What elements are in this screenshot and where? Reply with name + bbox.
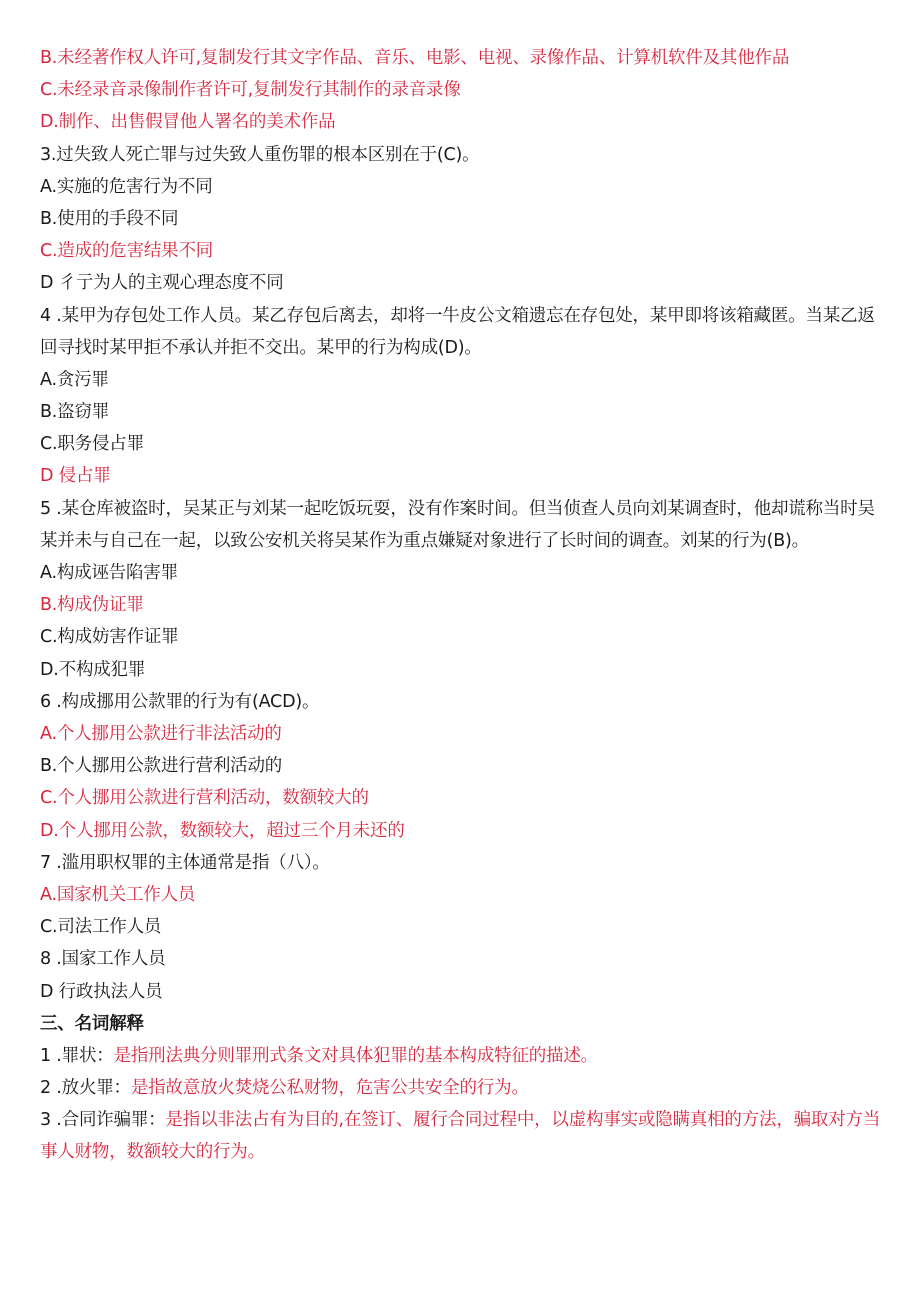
q3-option-c-answer: C.造成的危害结果不同 [40,241,214,262]
q3-option-a: A.实施的危害行为不同 [40,176,213,197]
q3-option-d: D 彳亍为人的主观心理态度不同 [40,273,284,294]
definition-3-text: 是指以非法占有为目的,在签订、履行合同过程中，以虚构事实或隐瞒真相的方法，骗取对方当事人财物，数额较大的行为。 [40,1110,881,1163]
q4-option-b: B.盗窃罪 [40,402,110,423]
question-3: 3.过失致人死亡罪与过失致人重伤罪的根本区别在于(C)。 [40,144,480,165]
definition-2-term: 2 .放火罪： [40,1078,131,1099]
section-heading: 三、名词解释 [40,1013,144,1034]
q4-option-d-answer: D 侵占罪 [40,466,111,487]
definition-2 [40,1072,890,1104]
q7-option-d: D 行政执法人员 [40,981,163,1002]
question-7: 7 .滥用职权罪的主体通常是指（八）。 [40,852,330,873]
q7-option-c: C.司法工作人员 [40,917,162,938]
option-b-copyright: B.未经著作权人许可,复制发行其文字作品、音乐、电影、电视、录像作品、计算机软件及其他作品 [40,48,790,68]
q5-option-a: A.构成诬告陷害罪 [40,563,178,584]
q7-option-a-answer: A.国家机关工作人员 [40,884,196,905]
definition-2-text: 是指故意放火焚烧公私财物，危害公共安全的行为。 [130,1078,529,1099]
document-page [40,42,890,1169]
q7-option-8: 8 .国家工作人员 [40,949,166,970]
q4-option-c: C.职务侵占罪 [40,434,144,455]
q5-option-d: D.不构成犯罪 [40,659,146,680]
definition-1-term: 1 .罪状： [40,1045,114,1066]
q3-option-b: B.使用的手段不同 [40,208,179,229]
q6-option-a-answer: A.个人挪用公款进行非法活动的 [40,724,282,744]
definition-1 [40,1040,890,1072]
question-6: 6 .构成挪用公款罪的行为有(ACD)。 [40,691,320,712]
q5-option-c: C.构成妨害作证罪 [40,627,179,648]
q6-option-b: B.个人挪用公款进行营利活动的 [40,756,283,777]
question-5: 5 .某仓库被盗时，吴某正与刘某一起吃饭玩耍，没有作案时间。但当侦查人员向刘某调查时，他却谎称当时吴某并未与自己在一起，以致公安机关将吴某作为重点嫌疑对象进行了长时间的调查。刘某的行为(B)。 [40,498,875,551]
q5-option-b-answer: B.构成伪证罪 [40,595,144,616]
q6-option-d-answer: D.个人挪用公款，数额较大，超过三个月未还的 [40,820,405,841]
question-4: 4 .某甲为存包处工作人员。某乙存包后离去，却将一牛皮公文箱遗忘在存包处，某甲即将该箱藏匿。当某乙返回寻找时某甲拒不承认并拒不交出。某甲的行为构成(D)。 [40,305,875,358]
option-c-copyright: C.未经录音录像制作者许可,复制发行其制作的录音录像 [40,80,461,101]
q4-option-a: A.贪污罪 [40,369,109,390]
definition-3-term: 3 .合同诈骗罪： [40,1110,166,1131]
definition-1-text: 是指刑法典分则罪刑式条文对具体犯罪的基本构成特征的描述。 [113,1045,598,1066]
option-d-copyright: D.制作、出售假冒他人署名的美术作品 [40,112,336,133]
definition-3 [40,1104,890,1168]
q6-option-c-answer: C.个人挪用公款进行营利活动，数额较大的 [40,788,369,809]
